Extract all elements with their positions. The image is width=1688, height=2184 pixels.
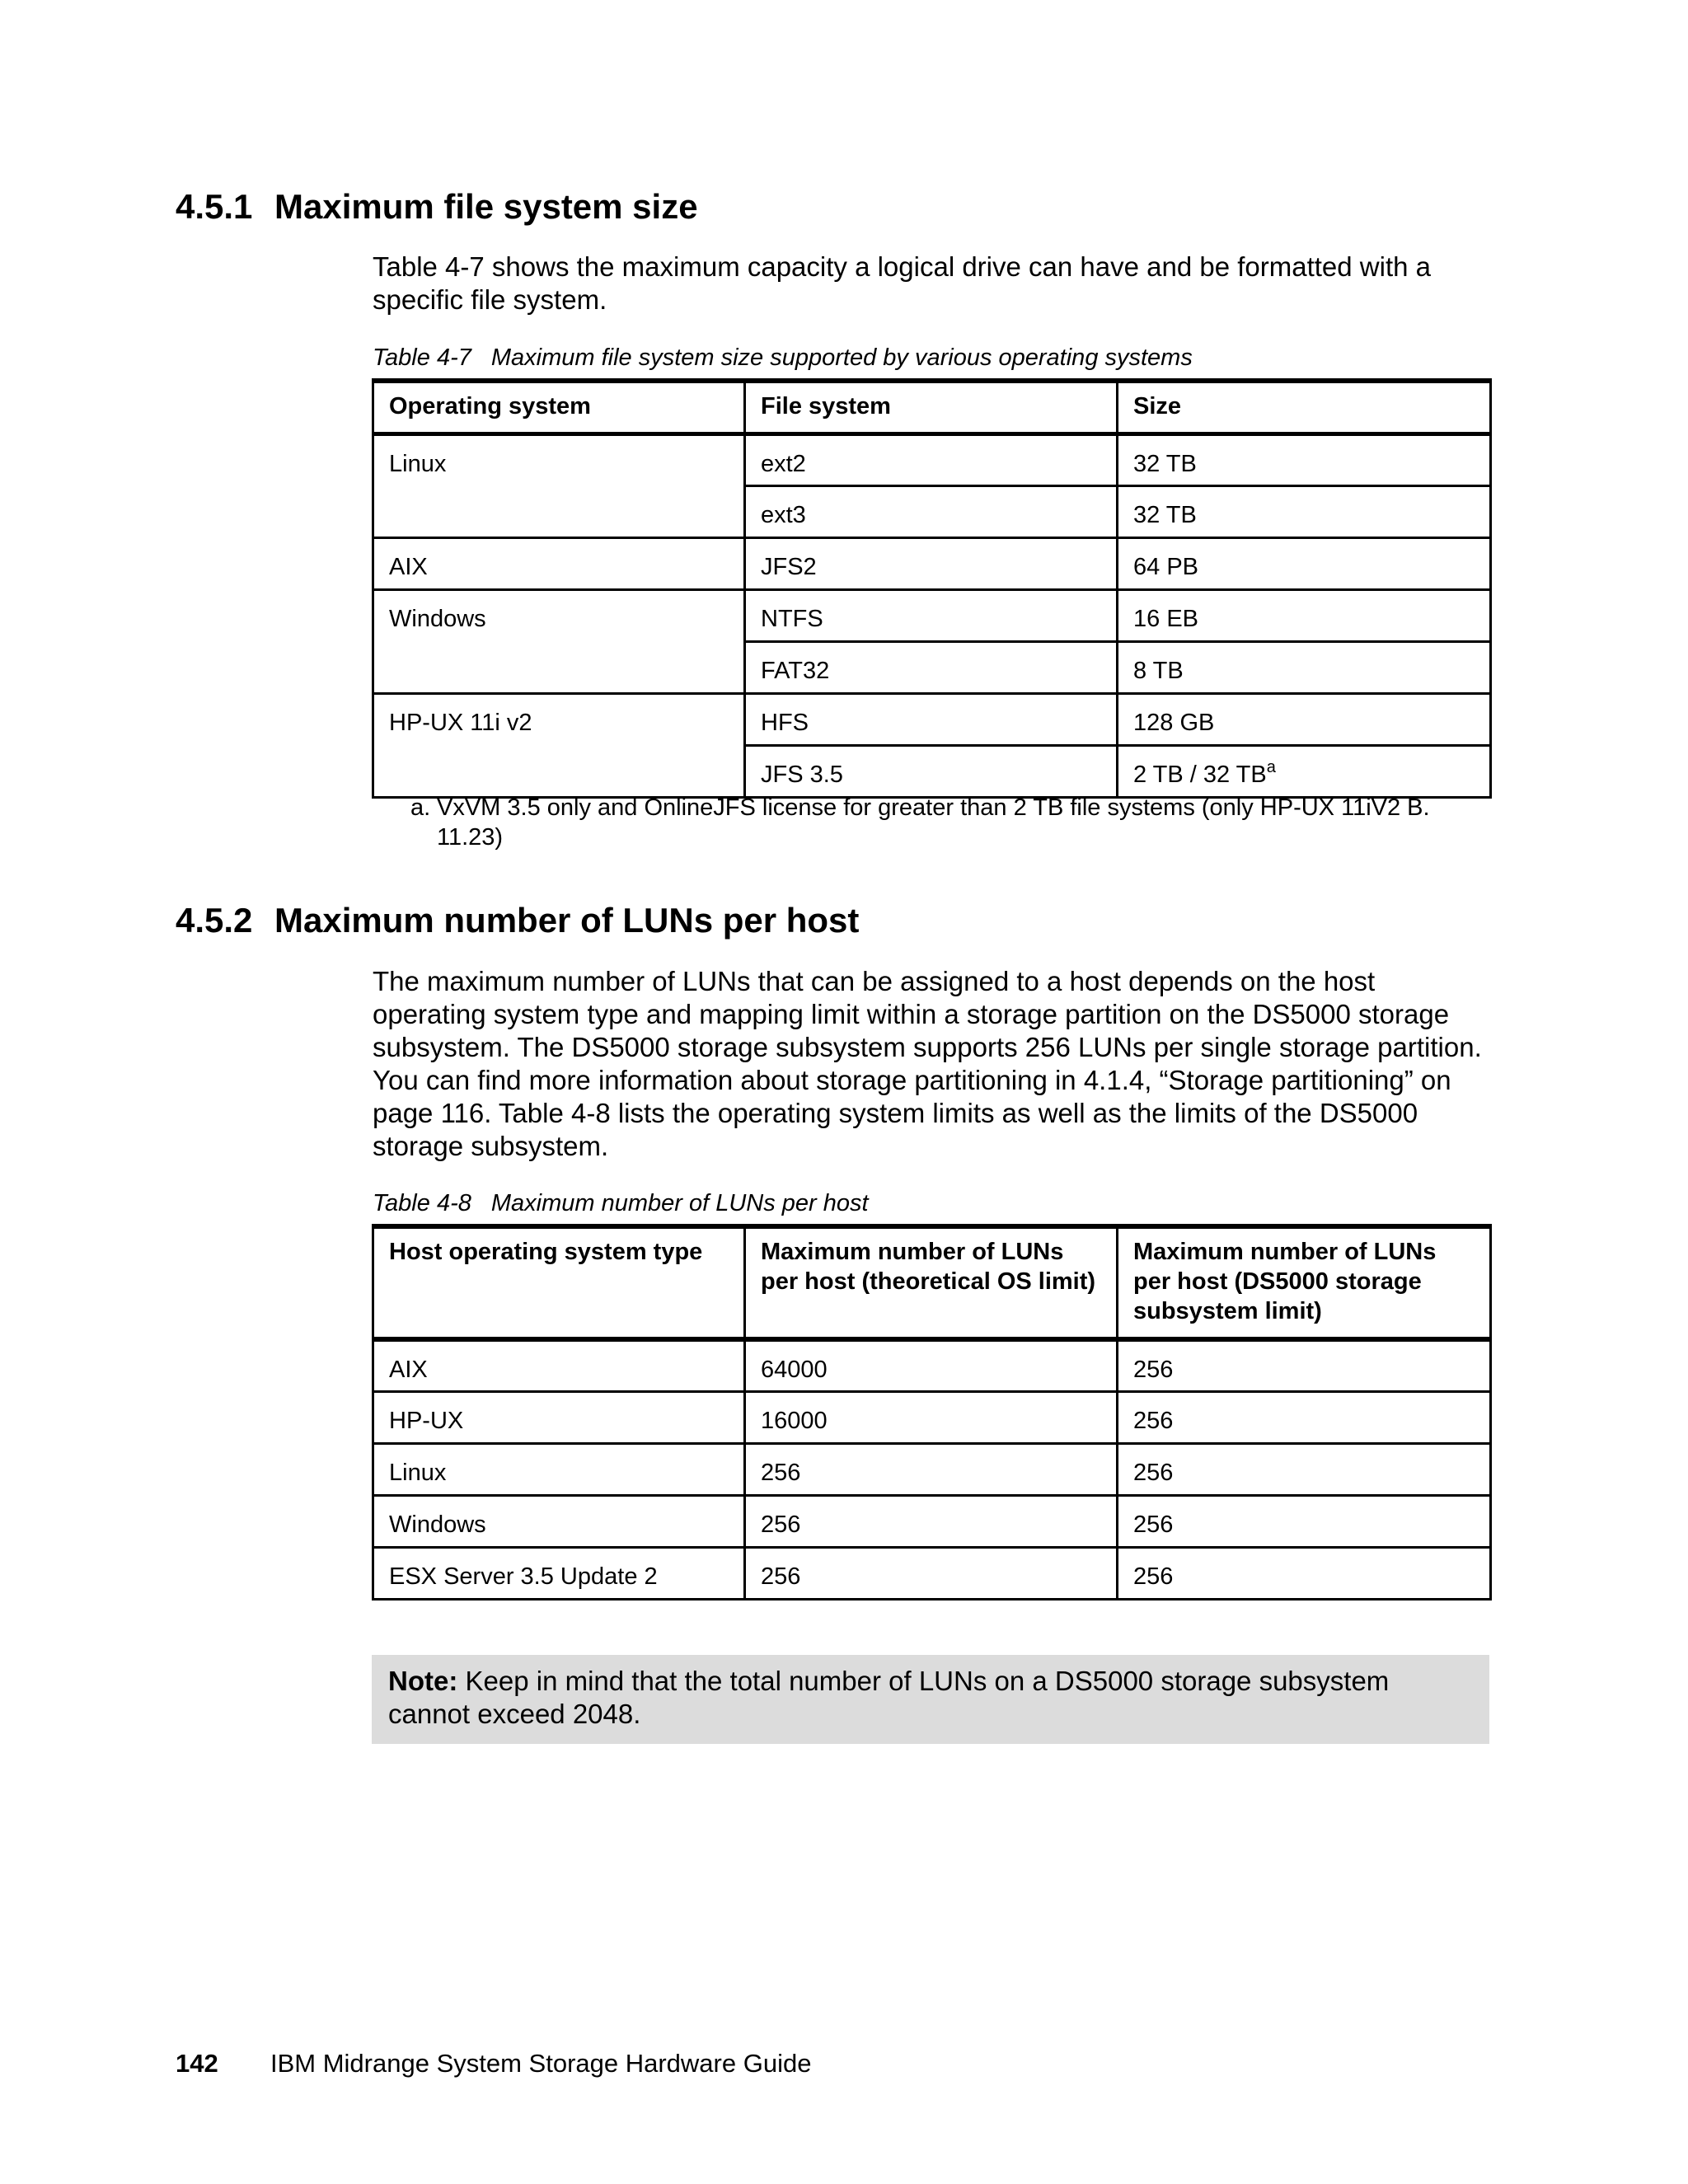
cell-file-system: ext2 bbox=[745, 434, 1118, 485]
section-heading-4-5-1 bbox=[176, 186, 698, 227]
cell-host-os: ESX Server 3.5 Update 2 bbox=[373, 1547, 745, 1599]
table-caption bbox=[373, 1188, 869, 1218]
cell-file-system: FAT32 bbox=[745, 641, 1118, 693]
table-header-row bbox=[373, 381, 1491, 434]
section-heading-4-5-2 bbox=[176, 900, 859, 941]
cell-ds5000-limit: 256 bbox=[1118, 1495, 1491, 1547]
table-caption-text: Maximum file system size supported by various operating systems bbox=[490, 344, 1193, 371]
cell-os-limit: 64000 bbox=[745, 1339, 1118, 1391]
table-caption-text: Maximum number of LUNs per host bbox=[490, 1190, 869, 1216]
page-number: 142 bbox=[176, 2049, 218, 2078]
note-text: Keep in mind that the total number of LUNs on a DS5000 storage subsystem cannot exceed 2048. bbox=[388, 1666, 1390, 1729]
cell-ds5000-limit: 256 bbox=[1118, 1547, 1491, 1599]
cell-file-system: ext3 bbox=[745, 485, 1118, 537]
footnote-text: VxVM 3.5 only and OnlineJFS license for greater than 2 TB file systems (only HP-UX 11iV2 B. 11.23) bbox=[437, 794, 1430, 851]
cell-os: AIX bbox=[373, 537, 745, 589]
table-caption-number: Table 4-7 bbox=[373, 344, 471, 371]
table-header-row bbox=[373, 1226, 1491, 1339]
table-row bbox=[373, 589, 1491, 641]
book-title: IBM Midrange System Storage Hardware Guide bbox=[270, 2049, 812, 2078]
cell-os: Linux bbox=[373, 434, 745, 537]
table-footnote bbox=[410, 793, 1482, 852]
cell-ds5000-limit: 256 bbox=[1118, 1339, 1491, 1391]
section-number: 4.5.1 bbox=[176, 187, 253, 226]
luns-per-host-table bbox=[372, 1224, 1492, 1601]
cell-host-os: AIX bbox=[373, 1339, 745, 1391]
cell-host-os: HP-UX bbox=[373, 1391, 745, 1443]
cell-os-limit: 256 bbox=[745, 1495, 1118, 1547]
table-caption-number: Table 4-8 bbox=[373, 1190, 471, 1216]
column-header-host-os-type: Host operating system type bbox=[373, 1226, 745, 1339]
cell-os-limit: 256 bbox=[745, 1547, 1118, 1599]
column-header-os-limit: Maximum number of LUNs per host (theoretical OS limit) bbox=[745, 1226, 1118, 1339]
table-row bbox=[373, 1495, 1491, 1547]
section-title: Maximum file system size bbox=[274, 187, 698, 226]
table-caption bbox=[373, 343, 1193, 373]
cell-size: 16 EB bbox=[1118, 589, 1491, 641]
note-box bbox=[372, 1655, 1489, 1744]
section-number: 4.5.2 bbox=[176, 901, 253, 940]
column-header-size: Size bbox=[1118, 381, 1491, 434]
cell-os-limit: 256 bbox=[745, 1443, 1118, 1495]
page-footer bbox=[176, 2047, 811, 2080]
cell-file-system: NTFS bbox=[745, 589, 1118, 641]
table-row bbox=[373, 434, 1491, 485]
cell-file-system: JFS 3.5 bbox=[745, 745, 1118, 797]
table-row bbox=[373, 537, 1491, 589]
cell-os: HP-UX 11i v2 bbox=[373, 693, 745, 797]
cell-size: 32 TB bbox=[1118, 434, 1491, 485]
section-intro-paragraph: The maximum number of LUNs that can be assigned to a host depends on the host operating system type and mapping limit within a storage partition on the DS5000 storage subsystem. The DS5000 storage subsystem supports 256 LUNs per single storage partition. You can find more information about storage partitioning in 4.1.4, “Storage partitioning” on page 116. Table 4-8 lists the operating system limits as well as the limits of the DS5000 storage subsystem. bbox=[373, 966, 1482, 1161]
table-row bbox=[373, 1391, 1491, 1443]
file-system-size-table bbox=[372, 378, 1492, 799]
cell-size: 32 TB bbox=[1118, 485, 1491, 537]
column-header-ds5000-limit: Maximum number of LUNs per host (DS5000 storage subsystem limit) bbox=[1118, 1226, 1491, 1339]
cell-file-system: HFS bbox=[745, 693, 1118, 745]
cell-host-os: Linux bbox=[373, 1443, 745, 1495]
cell-size: 128 GB bbox=[1118, 693, 1491, 745]
cell-ds5000-limit: 256 bbox=[1118, 1443, 1491, 1495]
cell-host-os: Windows bbox=[373, 1495, 745, 1547]
table-row bbox=[373, 693, 1491, 745]
note-label: Note: bbox=[388, 1666, 458, 1696]
cell-size bbox=[1118, 745, 1491, 797]
size-value: 2 TB / 32 TB bbox=[1133, 761, 1267, 788]
footnote-reference: a bbox=[1266, 757, 1276, 776]
footnote-marker: a. bbox=[410, 794, 431, 821]
column-header-file-system: File system bbox=[745, 381, 1118, 434]
table-row bbox=[373, 1339, 1491, 1391]
cell-file-system: JFS2 bbox=[745, 537, 1118, 589]
cell-size: 64 PB bbox=[1118, 537, 1491, 589]
table-row bbox=[373, 1547, 1491, 1599]
section-intro-paragraph: Table 4-7 shows the maximum capacity a logical drive can have and be formatted with a specific file system. bbox=[373, 251, 1431, 315]
cell-ds5000-limit: 256 bbox=[1118, 1391, 1491, 1443]
cell-os-limit: 16000 bbox=[745, 1391, 1118, 1443]
table-row bbox=[373, 1443, 1491, 1495]
cell-size: 8 TB bbox=[1118, 641, 1491, 693]
column-header-operating-system: Operating system bbox=[373, 381, 745, 434]
section-title: Maximum number of LUNs per host bbox=[274, 901, 860, 940]
cell-os: Windows bbox=[373, 589, 745, 693]
